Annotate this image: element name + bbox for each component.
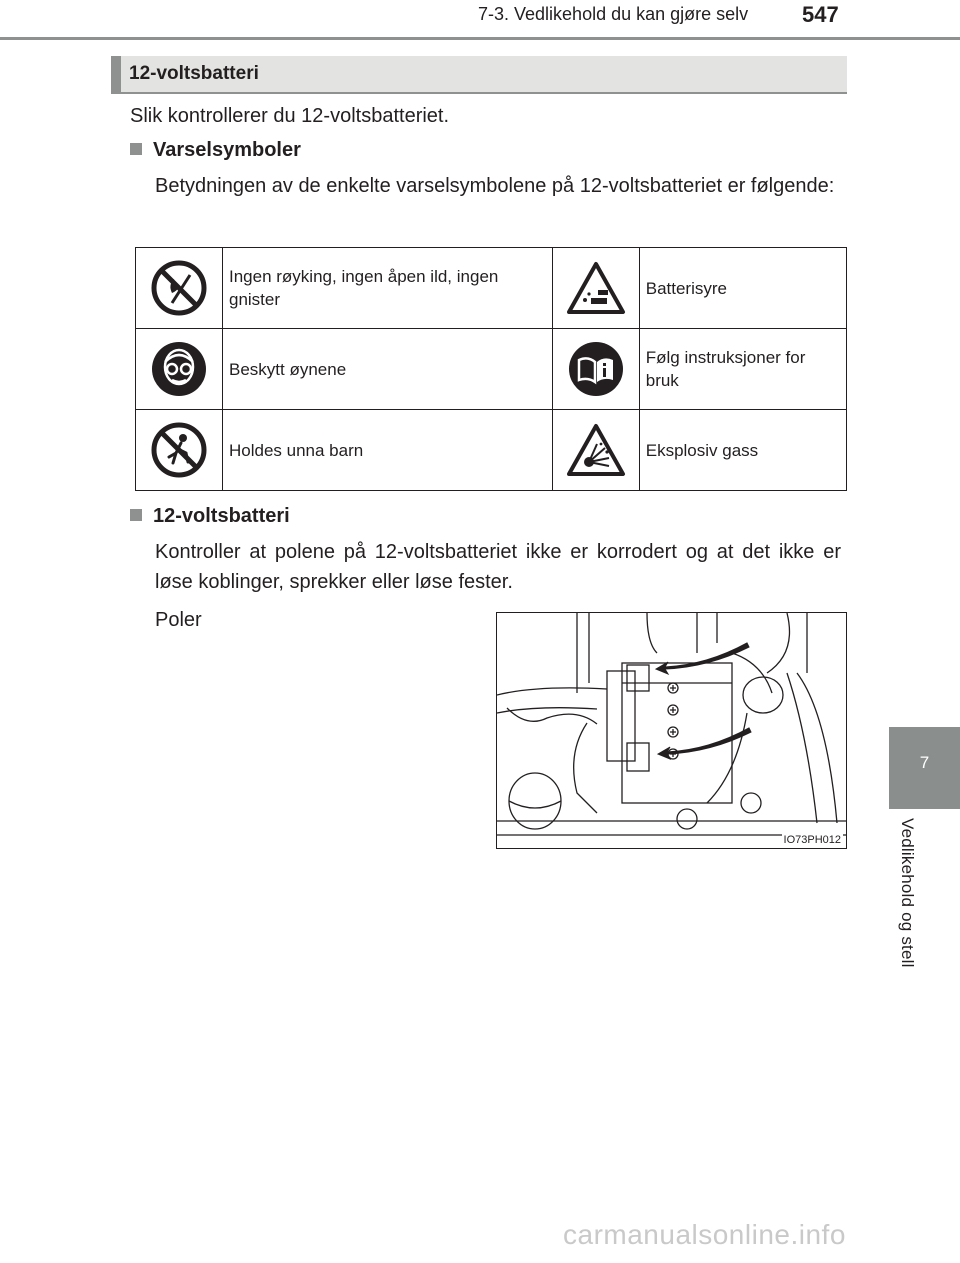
symbol-cell — [552, 410, 639, 491]
symbol-label: Ingen røyking, ingen åpen ild, ingen gnister — [229, 267, 499, 309]
subheading-warning-symbols-label: Varselsymboler — [153, 139, 301, 161]
symbol-label-cell — [223, 329, 553, 410]
symbol-label-cell — [223, 410, 553, 491]
symbol-cell — [136, 410, 223, 491]
symbol-cell — [552, 248, 639, 329]
table-row — [136, 329, 847, 410]
chapter-tab[interactable] — [889, 727, 960, 809]
section-title: 12-voltsbatteri — [129, 63, 259, 84]
bullet-square-icon — [130, 143, 142, 155]
subheading-battery-label: 12-voltsbatteri — [153, 505, 290, 527]
header-rule — [0, 37, 960, 40]
warning-symbols-table — [135, 247, 847, 491]
read-instructions-icon — [567, 340, 625, 398]
bullet-square-icon — [130, 509, 142, 521]
watermark: carmanualsonline.info — [563, 1219, 846, 1250]
symbol-label-cell — [639, 410, 846, 491]
symbol-label-cell — [639, 329, 846, 410]
section-bar-accent — [111, 56, 121, 92]
symbol-label-cell — [223, 248, 553, 329]
page-number: 547 — [802, 2, 839, 27]
symbol-label-cell — [639, 248, 846, 329]
intro-text: Slik kontrollerer du 12-voltsbatteriet. — [130, 105, 450, 127]
eye-protection-icon — [150, 340, 208, 398]
symbol-label: Følg instruksjoner for bruk — [645, 348, 806, 390]
table-row — [136, 410, 847, 491]
battery-terminals-illustration — [496, 612, 847, 849]
terminals-label: Poler — [155, 609, 202, 631]
explosive-gas-icon — [565, 422, 627, 478]
symbol-label: Holdes unna barn — [229, 440, 364, 460]
keep-away-children-icon — [150, 421, 208, 479]
no-smoking-no-flame-icon — [150, 259, 208, 317]
section-heading-bar — [111, 56, 847, 94]
symbol-label: Beskytt øynene — [229, 359, 347, 379]
warning-symbols-description: Betydningen av de enkelte varselsymbolene på 12-voltsbatteriet er følgende: — [155, 175, 835, 197]
chapter-number: 7 — [919, 753, 930, 772]
subheading-warning-symbols — [130, 139, 301, 162]
symbol-label: Eksplosiv gass — [645, 440, 759, 460]
subheading-battery — [130, 505, 290, 528]
symbol-label: Batterisyre — [645, 278, 727, 298]
table-row — [136, 248, 847, 329]
header-section-title: 7-3. Vedlikehold du kan gjøre selv — [478, 4, 749, 24]
engine-bay-drawing — [497, 613, 846, 848]
battery-check-description: Kontroller at polene på 12-voltsbatteriet ikke er korrodert og at det ikke er løse koblinger, sprekker eller løse fester. — [155, 541, 841, 593]
symbol-cell — [552, 329, 639, 410]
symbol-cell — [136, 248, 223, 329]
battery-acid-warning-icon — [565, 260, 627, 316]
symbol-cell — [136, 329, 223, 410]
illustration-code: IO73PH012 — [783, 834, 841, 846]
chapter-label: Vedlikehold og stell — [898, 818, 917, 968]
